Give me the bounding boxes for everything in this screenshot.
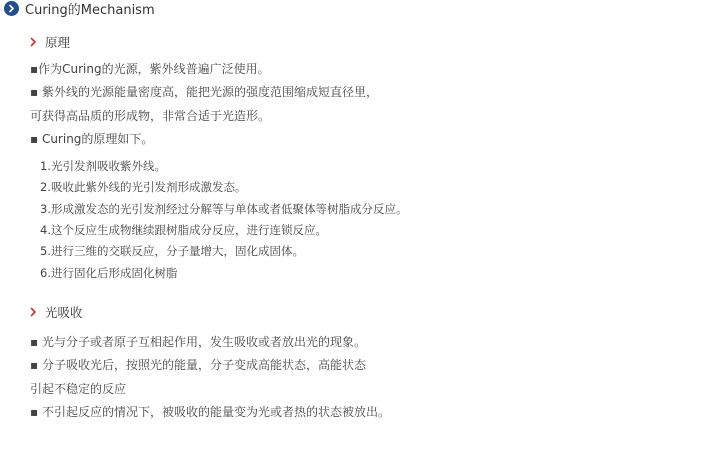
page-title: Curing的Mechanism xyxy=(25,3,155,18)
principle-step-4: 4.这个反应生成物继续跟树脂成分反应，进行连锁反应。 xyxy=(40,223,327,237)
chevron-right-circle-icon[interactable] xyxy=(4,1,19,16)
chevron-right-icon xyxy=(30,307,37,317)
principle-step-6: 6.进行固化后形成固化树脂 xyxy=(40,266,178,280)
absorption-line-4: ▪ 不引起反应的情况下，被吸收的能量变为光或者热的状态被放出。 xyxy=(30,405,390,419)
principle-line-1: ▪作为Curing的光源，紫外线普遍广泛使用。 xyxy=(30,62,270,76)
section-principle-heading xyxy=(30,34,70,50)
section-absorption-title: 光吸收 xyxy=(45,305,83,320)
absorption-line-3: 引起不稳定的反应 xyxy=(30,382,127,396)
section-principle-title: 原理 xyxy=(45,35,71,50)
principle-step-2: 2.吸收此紫外线的光引发剂形成激发态。 xyxy=(40,180,247,194)
principle-line-3: 可获得高品质的形成物，非常合适于光造形。 xyxy=(30,109,271,123)
principle-step-3: 3.形成激发态的光引发剂经过分解等与单体或者低聚体等树脂成分反应。 xyxy=(40,202,408,216)
absorption-line-2: ▪ 分子吸收光后，按照光的能量，分子变成高能状态，高能状态 xyxy=(30,358,366,372)
principle-step-1: 1.光引发剂吸收紫外线。 xyxy=(40,159,166,173)
principle-step-5: 5.进行三维的交联反应，分子量增大，固化成固体。 xyxy=(40,244,304,258)
section-absorption-heading xyxy=(30,304,83,320)
principle-line-4: ▪ Curing的原理如下。 xyxy=(30,132,154,146)
absorption-line-1: ▪ 光与分子或者原子互相起作用，发生吸收或者放出光的现象。 xyxy=(30,335,366,349)
principle-line-2: ▪ 紫外线的光源能量密度高，能把光源的强度范围缩成短直径里， xyxy=(30,85,378,99)
chevron-right-icon xyxy=(30,37,37,47)
page-header xyxy=(4,0,155,17)
